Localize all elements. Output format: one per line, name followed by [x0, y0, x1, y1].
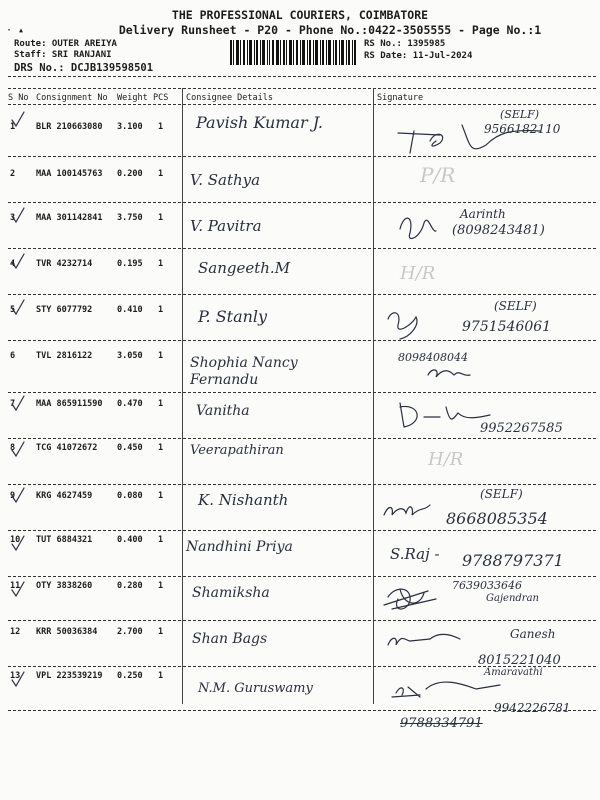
row-sno: 9 — [10, 491, 16, 501]
signature-phone: 9566182110 — [484, 122, 561, 136]
row-weight: 3.050 — [117, 351, 143, 361]
row-consignee: Pavish Kumar J. — [196, 113, 323, 132]
row-weight: 0.280 — [117, 581, 143, 591]
row-sno: 10 — [10, 535, 21, 545]
row-weight: 0.470 — [117, 399, 143, 409]
row-pcs: 1 — [158, 169, 164, 179]
row-weight: 3.100 — [117, 122, 143, 132]
route-label: Route: OUTER AREIYA — [14, 39, 117, 49]
row-sno: 1 — [10, 122, 16, 132]
signature-note: Amaravathi — [484, 667, 543, 678]
row-consignment: TVL 2816122 — [36, 351, 93, 361]
check-mark-icon — [11, 111, 25, 127]
row-weight: 3.750 — [117, 213, 143, 223]
signature-phone: 7639033646 — [452, 579, 522, 592]
row-consignment: MAA 301142841 — [36, 213, 103, 223]
staff-label: Staff: SRI RANJANI — [14, 50, 112, 60]
row-weight: 0.450 — [117, 443, 143, 453]
rs-date: RS Date: 11-Jul-2024 — [364, 51, 473, 61]
table-row — [0, 485, 600, 537]
row-consignment: TVR 4232714 — [36, 259, 93, 269]
table-row — [0, 203, 600, 255]
row-pcs: 1 — [158, 581, 164, 591]
signature-phone: 9942226781 — [494, 701, 571, 715]
row-consignee: K. Nishanth — [198, 491, 289, 509]
row-weight: 2.700 — [117, 627, 143, 637]
check-mark-icon — [11, 253, 25, 269]
row-sno: 11 — [10, 581, 21, 591]
row-sno: 12 — [10, 627, 21, 637]
column-header-top — [8, 88, 596, 89]
table-bottom-border — [8, 710, 596, 711]
table-row — [0, 439, 600, 491]
table-row — [0, 531, 600, 583]
check-mark-icon — [11, 395, 25, 411]
row-sno: 2 — [10, 169, 16, 179]
row-pcs: 1 — [158, 351, 164, 361]
table-row — [0, 667, 600, 719]
row-pcs: 1 — [158, 535, 164, 545]
row-consignment: KRG 4627459 — [36, 491, 93, 501]
row-consignee: Nandhini Priya — [186, 539, 293, 555]
drs-number: DRS No.: DCJB139598501 — [14, 62, 154, 74]
row-pcs: 1 — [158, 671, 164, 681]
check-mark-icon — [11, 299, 25, 315]
row-sno: 3 — [10, 213, 16, 223]
row-consignee: V. Pavitra — [190, 217, 262, 235]
signature-note: H/R — [400, 263, 436, 284]
signature-note: S.Raj - — [390, 545, 440, 563]
row-pcs: 1 — [158, 627, 164, 637]
row-weight: 0.400 — [117, 535, 143, 545]
row-pcs: 1 — [158, 259, 164, 269]
row-sno: 5 — [10, 305, 16, 315]
rs-number: RS No.: 1395985 — [364, 39, 446, 49]
row-consignment: VPL 223539219 — [36, 671, 103, 681]
check-mark-icon — [11, 207, 25, 223]
col-sno: S No — [8, 93, 29, 103]
signature-note: (SELF) — [500, 108, 540, 121]
table-row — [0, 295, 600, 347]
col-weight: Weight — [117, 93, 148, 103]
row-consignee: P. Stanly — [198, 307, 268, 326]
corner-marks: · ▴ — [6, 25, 25, 36]
row-consignee: Sangeeth.M — [198, 259, 291, 277]
row-consignee: Veerapathiran — [190, 443, 284, 458]
row-consignee: V. Sathya — [190, 171, 261, 189]
row-pcs: 1 — [158, 443, 164, 453]
row-consignee: Vanitha — [196, 403, 250, 419]
row-consignment: KRR 50036384 — [36, 627, 98, 637]
signature-note: H/R — [428, 449, 464, 470]
header-divider — [8, 76, 596, 77]
row-consignment: TUT 6884321 — [36, 535, 93, 545]
signature-phone: 9788797371 — [462, 551, 564, 570]
row-weight: 0.410 — [117, 305, 143, 315]
signature-phone: 9952267585 — [480, 421, 563, 436]
col-pcs: PCS — [153, 93, 169, 103]
row-pcs: 1 — [158, 213, 164, 223]
row-pcs: 1 — [158, 491, 164, 501]
row-consignment: MAA 100145763 — [36, 169, 103, 179]
signature-phone: 8668085354 — [446, 509, 548, 528]
row-sno: 13 — [10, 671, 21, 681]
check-mark-icon — [11, 581, 25, 597]
signature-phone: 9751546061 — [462, 319, 552, 335]
signature-phone: 8015221040 — [478, 653, 561, 668]
row-sno: 7 — [10, 399, 16, 409]
row-consignment: OTY 3838260 — [36, 581, 93, 591]
row-sno: 6 — [10, 351, 16, 361]
table-row — [0, 157, 600, 209]
barcode-icon — [230, 40, 356, 65]
table-row — [0, 105, 600, 157]
signature-phone: (8098243481) — [452, 223, 545, 238]
row-consignee: N.M. Guruswamy — [198, 681, 313, 696]
check-mark-icon — [11, 441, 25, 457]
row-weight: 0.195 — [117, 259, 143, 269]
row-consignee: Shophia Nancy Fernandu — [190, 355, 298, 388]
row-consignment: STY 6077792 — [36, 305, 93, 315]
row-pcs: 1 — [158, 305, 164, 315]
table-row — [0, 393, 600, 445]
signature-note: P/R — [420, 163, 456, 187]
row-pcs: 1 — [158, 122, 164, 132]
table-row — [0, 249, 600, 301]
col-signature: Signature — [377, 93, 424, 103]
row-pcs: 1 — [158, 399, 164, 409]
check-mark-icon — [11, 535, 25, 551]
check-mark-icon — [11, 487, 25, 503]
row-sno: 4 — [10, 259, 16, 269]
row-consignment: MAA 865911590 — [36, 399, 103, 409]
signature-phone: 8098408044 — [398, 351, 468, 364]
company-title: THE PROFESSIONAL COURIERS, COIMBATORE — [171, 8, 429, 22]
table-row — [0, 621, 600, 673]
signature-note: (SELF) — [494, 299, 537, 313]
runsheet-subtitle: Delivery Runsheet - P20 - Phone No.:0422-3505555 - Page No.:1 — [118, 23, 542, 37]
signature-note: Ganesh — [510, 627, 556, 641]
row-weight: 0.080 — [117, 491, 143, 501]
row-consignee: Shan Bags — [192, 631, 268, 647]
table-row — [0, 341, 600, 393]
col-details: Consignee Details — [186, 93, 273, 103]
row-weight: 0.200 — [117, 169, 143, 179]
check-mark-icon — [11, 671, 25, 687]
col-consignment: Consignment No — [36, 93, 108, 103]
footer-phone: 9788334791 — [400, 716, 483, 731]
row-consignee: Shamiksha — [192, 585, 270, 601]
row-consignment: TCG 41072672 — [36, 443, 98, 453]
row-consignment: BLR 210663080 — [36, 122, 103, 132]
signature-note: (SELF) — [480, 487, 523, 501]
signature-note: Gajendran — [486, 593, 539, 604]
signature-note: Aarinth — [460, 207, 506, 221]
row-weight: 0.250 — [117, 671, 143, 681]
row-sno: 8 — [10, 443, 16, 453]
